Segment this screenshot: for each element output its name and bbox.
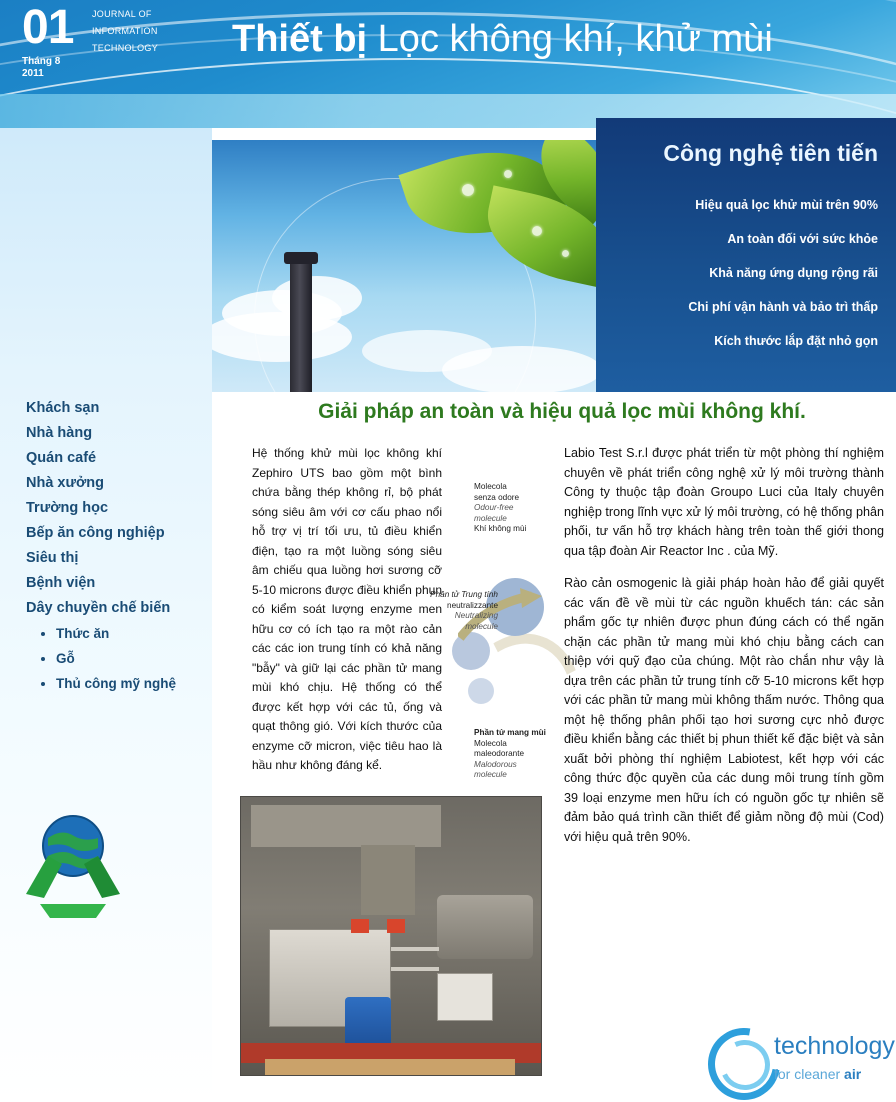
left-body-text: Hệ thống khử mùi lọc không khí Zephiro UTS bao gồm một bình chứa bằng thép không rỉ, bộ phát sóng siêu âm với cơ cấu phao nổi hỗ trợ vị trí tối ưu, tủ điều khiển điện, tạo ra một luồng sóng siêu âm chiếu qua luồng hơi sương cỡ 5-10 microns được điều khiển phun có kiểm soát lượng enzyme men hữu cơ có ích tạo ra một rào cản các các ion trung tính có khả năng "bẫy" và giữ lại các phần tử mang mùi khó chịu. Hệ thống có thể được kết hợp với các tủ, ống và quạt thông gió. Với kích thước của enzyme cỡ micron, việc tiêu hao là hầu như không đáng kể. xyxy=(252,446,442,772)
feature-box-title: Công nghệ tiên tiến xyxy=(663,140,878,166)
mol-bottom-5: molecule xyxy=(474,770,507,779)
machine-duct-vertical xyxy=(361,845,415,915)
hero-photo-chimney-leaves xyxy=(212,140,596,392)
machine-pipe-2 xyxy=(391,967,439,971)
machine-wood-pallet xyxy=(265,1059,515,1075)
mol-top-2: senza odore xyxy=(474,492,520,502)
sidebar-item-restaurant[interactable]: Nhà hàng xyxy=(26,425,93,441)
brand-tagline xyxy=(774,1066,861,1082)
journal-name xyxy=(92,6,202,57)
sidebar-item-industrial-kitchen[interactable]: Bếp ăn công nghiệp xyxy=(26,525,165,541)
page-header xyxy=(0,0,896,128)
mol-bottom-1: Phần tử mang mùi xyxy=(474,728,546,737)
feature-item-cost: Chi phí vận hành và bảo trì thấp xyxy=(688,300,878,314)
content-area xyxy=(212,392,896,1102)
journal-line-1: JOURNAL OF xyxy=(92,9,152,19)
page-title-bold: Thiết bị xyxy=(232,18,368,60)
section-heading: Giải pháp an toàn và hiệu quả lọc mùi không khí. xyxy=(318,400,806,423)
feature-box xyxy=(596,118,896,392)
feature-item-applicability: Khả năng ứng dụng rộng rãi xyxy=(709,266,878,280)
sidebar xyxy=(0,128,212,1102)
sidebar-subitem-food[interactable]: • Thức ăn xyxy=(56,621,206,646)
sidebar-item-hotel[interactable]: Khách sạn xyxy=(26,400,100,416)
mol-top-3: Odour-free xyxy=(474,503,514,512)
brand-name: technology xyxy=(774,1032,895,1060)
right-paragraph-2: Rào cản osmogenic là giải pháp hoàn hảo để giải quyết các vấn đề về mùi từ các nguồn khuếch tán: các sản phẩm gốc tự nhiên được phun đúng cách có thể ngăn chặn các phần tử mang mùi khó chịu bằng cách can thiệp với quỹ đạo của chúng. Một rào chắn như vậy là dựa trên các phần tử trung tính cỡ 5-10 microns kết hợp với các phần tử mang mùi không thấm nước. Thông qua một hệ thống phân phối tạo hơi sương cực nhỏ được điều khiển bằng các thiết bị phun thiết kế đặc biệt và sản xuất bởi phòng thí nghiệm Labiotest, kết hợp với các công thức độc quyền của các dung môi trung tính gồm 39 loại enzyme men hữu ích có nguồn gốc tự nhiên sẽ đảm bảo quá trình cần thiết để giảm nồng độ mùi (Cod) với hiệu quả trên 90%. xyxy=(564,576,884,844)
brand-logo xyxy=(708,1022,896,1100)
sidebar-item-school[interactable]: Trường học xyxy=(26,500,109,516)
mol-bottom-4: Malodorous xyxy=(474,759,517,769)
mol-left-1: Phân tử Trung tính xyxy=(430,590,498,599)
feature-box-list xyxy=(606,188,878,358)
feature-item-size: Kích thước lắp đặt nhỏ gọn xyxy=(714,334,878,348)
sidebar-item-hospital[interactable]: Bệnh viện xyxy=(26,575,96,591)
cloud-5 xyxy=(442,346,596,392)
water-drop-3 xyxy=(532,226,542,236)
issue-year: 2011 xyxy=(22,68,44,79)
brand-tagline-plain: for cleaner xyxy=(774,1066,845,1082)
water-drop-2 xyxy=(504,170,512,178)
water-drop-1 xyxy=(462,184,474,196)
journal-line-3: TECHNOLOGY xyxy=(92,43,159,53)
feature-item-safety: An toàn đối với sức khỏe xyxy=(727,232,878,246)
machine-indicator-2 xyxy=(387,919,405,933)
molecule-diagram xyxy=(430,482,564,812)
sidebar-subitem-handicraft[interactable]: • Thủ công mỹ nghệ xyxy=(56,671,206,696)
brand-tagline-bold: air xyxy=(844,1066,862,1082)
sidebar-item-processing-line[interactable]: Dây chuyền chế biến xyxy=(26,600,171,616)
page-title-rest: Lọc không khí, khử mùi xyxy=(377,18,773,60)
mol-top-4: molecule xyxy=(474,513,507,523)
machine-pipe-1 xyxy=(391,947,439,951)
mol-bottom-2: Molecola xyxy=(474,738,507,748)
mol-left-3: Neutralizing xyxy=(454,611,498,620)
sidebar-subitem-wood[interactable]: • Gỗ xyxy=(56,646,206,671)
molecule-label-neutralizing xyxy=(422,590,498,632)
sidebar-item-factory[interactable]: Nhà xưởng xyxy=(26,475,105,491)
chimney-top xyxy=(284,252,318,264)
sidebar-item-supermarket[interactable]: Siêu thị xyxy=(26,550,79,566)
machine-cylinder xyxy=(437,895,533,959)
molecule-circle-small xyxy=(468,678,494,704)
machine-duct-horizontal xyxy=(251,805,441,847)
recycle-globe-icon xyxy=(18,798,128,918)
machine-control-panel xyxy=(437,973,493,1021)
issue-number: 01 xyxy=(22,1,74,54)
sidebar-application-list xyxy=(26,396,206,696)
journal-line-2: INFORMATION xyxy=(92,26,158,36)
machine-photo xyxy=(240,796,542,1076)
right-body-text xyxy=(564,444,884,860)
molecule-label-malodorous xyxy=(474,728,570,781)
water-drop-4 xyxy=(562,250,569,257)
sidebar-item-cafe[interactable]: Quán café xyxy=(26,450,97,466)
issue-date xyxy=(22,56,60,80)
issue-month: Tháng 8 xyxy=(22,56,61,67)
mol-bottom-3: maleodorante xyxy=(474,749,525,758)
mol-top-1: Molecola xyxy=(474,482,507,491)
feature-item-efficiency: Hiệu quả lọc khử mùi trên 90% xyxy=(695,198,878,212)
sidebar-sub-list xyxy=(26,621,206,696)
machine-indicator-1 xyxy=(351,919,369,933)
chimney-stack xyxy=(290,258,312,392)
mol-left-4: molecule xyxy=(465,621,498,631)
molecule-label-odour-free xyxy=(474,482,566,535)
mol-top-5: Khí không mùi xyxy=(474,524,527,533)
mol-left-2: neutralizzante xyxy=(447,600,498,610)
right-paragraph-1: Labio Test S.r.l được phát triển từ một phòng thí nghiệm chuyên về phát triển công nghệ xử lý môi trường thành Công ty thuộc tập đoàn Groupo Luci của Italy chuyên nghiệp trong lĩnh vực xử lý môi trường, có hệ thống phân phối, tư vấn hỗ trợ khách hàng trên toàn thế giới thong qua tập đoàn Air Reactor Inc . của Mỹ. xyxy=(564,446,884,558)
page-title xyxy=(232,16,773,62)
